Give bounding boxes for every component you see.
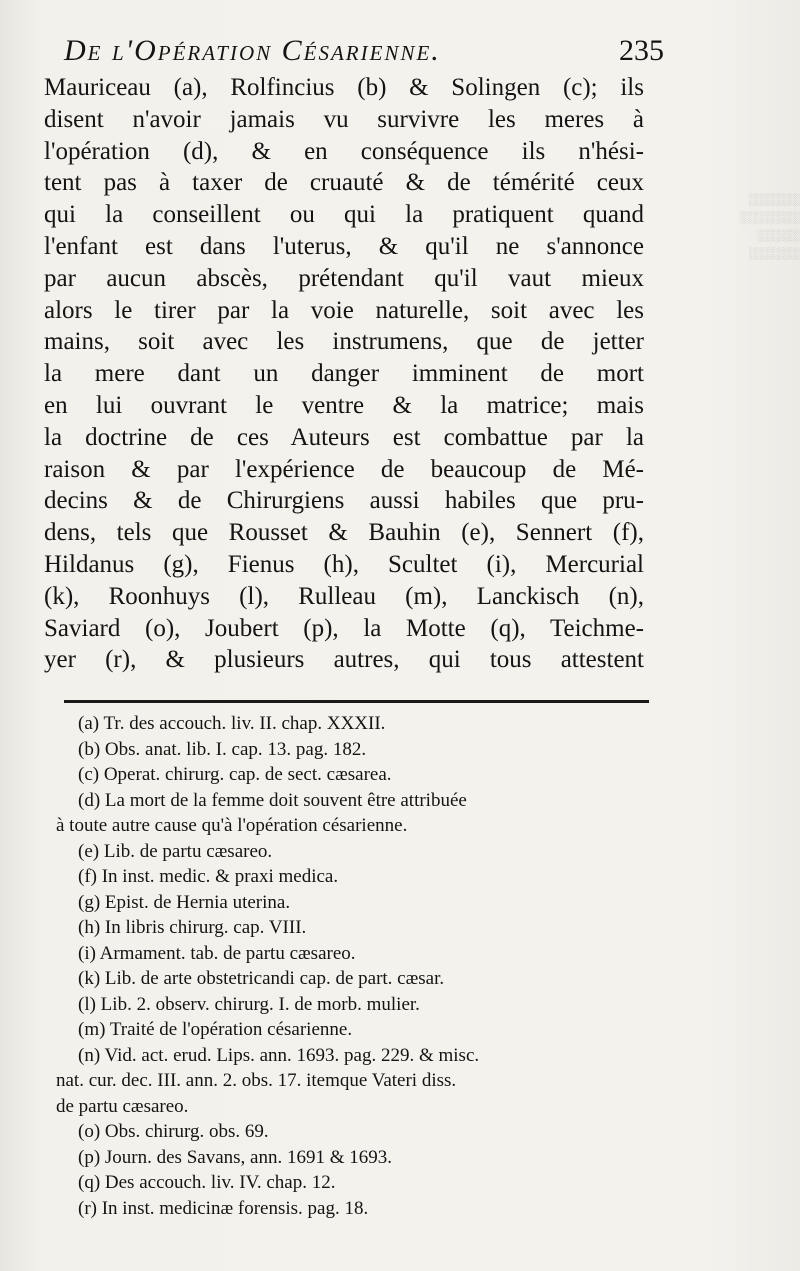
footnote-line: (k) Lib. de arte obstetricandi cap. de part. cæsar.: [78, 968, 445, 989]
main-text: [44, 72, 644, 676]
text-line: raison & par l'expérience de beaucoup de Mé-: [44, 455, 644, 483]
text-line: l'opération (d), & en conséquence ils n'hési-: [44, 137, 644, 165]
text-line: decins & de Chirurgiens aussi habiles que pru-: [44, 487, 644, 515]
footnote-rule: [64, 700, 649, 703]
footnote-line: à toute autre cause qu'à l'opération césarienne.: [56, 815, 408, 836]
text-line: dens, tels que Rousset & Bauhin (e), Sennert (f),: [44, 519, 644, 547]
footnote-line: (n) Vid. act. erud. Lips. ann. 1693. pag. 229. & misc.: [78, 1044, 480, 1066]
footnote-line: (d) La mort de la femme doit souvent être attribuée: [78, 789, 467, 811]
text-line: Saviard (o), Joubert (p), la Motte (q), Teichme-: [44, 614, 644, 642]
footnote-line: (r) In inst. medicinæ forensis. pag. 18.: [78, 1197, 369, 1219]
running-head: [64, 34, 664, 68]
show-through-text: ░░░░░░ ░░░░░░░ ░░░░░ ░░░░░░: [740, 192, 800, 260]
footnote-line: (m) Traité de l'opération césarienne.: [78, 1019, 353, 1040]
text-line: (k), Roonhuys (l), Rulleau (m), Lanckisch (n),: [44, 582, 644, 610]
text-line: l'enfant est dans l'uterus, & qu'il ne s'annonce: [44, 232, 644, 260]
footnote-line: (b) Obs. anat. lib. I. cap. 13. pag. 182.: [78, 738, 367, 760]
text-line: en lui ouvrant le ventre & la matrice; mais: [44, 391, 644, 419]
text-line: alors le tirer par la voie naturelle, soit avec les: [44, 296, 644, 324]
text-line: yer (r), & plusieurs autres, qui tous attestent: [44, 646, 644, 674]
footnote-line: (q) Des accouch. liv. IV. chap. 12.: [78, 1172, 336, 1193]
page-number: 235: [619, 34, 664, 67]
footnote-line: (h) In libris chirurg. cap. VIII.: [78, 917, 307, 938]
footnote-line: (g) Epist. de Hernia uterina.: [78, 891, 291, 913]
text-line: disent n'avoir jamais vu survivre les meres à: [44, 105, 644, 133]
footnote-line: (c) Operat. chirurg. cap. de sect. cæsarea.: [78, 764, 392, 785]
footnote-line: (l) Lib. 2. observ. chirurg. I. de morb. mulier.: [78, 993, 420, 1015]
running-head-title: De l'Opération Césarienne.: [64, 34, 441, 67]
footnote-line: (i) Armament. tab. de partu cæsareo.: [78, 942, 356, 964]
footnotes: [56, 711, 668, 1221]
footnote-line: (e) Lib. de partu cæsareo.: [78, 840, 273, 862]
text-line: Mauriceau (a), Rolfincius (b) & Solingen (c); ils: [44, 74, 644, 101]
footnote-line: (o) Obs. chirurg. obs. 69.: [78, 1121, 269, 1142]
text-line: qui la conseillent ou qui la pratiquent quand: [44, 201, 644, 229]
footnote-line: nat. cur. dec. III. ann. 2. obs. 17. itemque Vateri diss.: [56, 1070, 457, 1091]
text-line: par aucun abscès, prétendant qu'il vaut mieux: [44, 264, 644, 292]
footnote-line: (f) In inst. medic. & praxi medica.: [78, 866, 339, 887]
footnote-line: (p) Journ. des Savans, ann. 1691 & 1693.: [78, 1146, 392, 1168]
footnote-line: de partu cæsareo.: [56, 1095, 189, 1117]
footnote-line: (a) Tr. des accouch. liv. II. chap. XXXII.: [78, 713, 386, 734]
text-line: mains, soit avec les instrumens, que de jetter: [44, 328, 644, 356]
text-line: la doctrine de ces Auteurs est combattue par la: [44, 423, 644, 451]
text-line: tent pas à taxer de cruauté & de témérité ceux: [44, 169, 644, 197]
text-line: la mere dant un danger imminent de mort: [44, 360, 644, 388]
text-line: Hildanus (g), Fienus (h), Scultet (i), Mercurial: [44, 550, 644, 578]
